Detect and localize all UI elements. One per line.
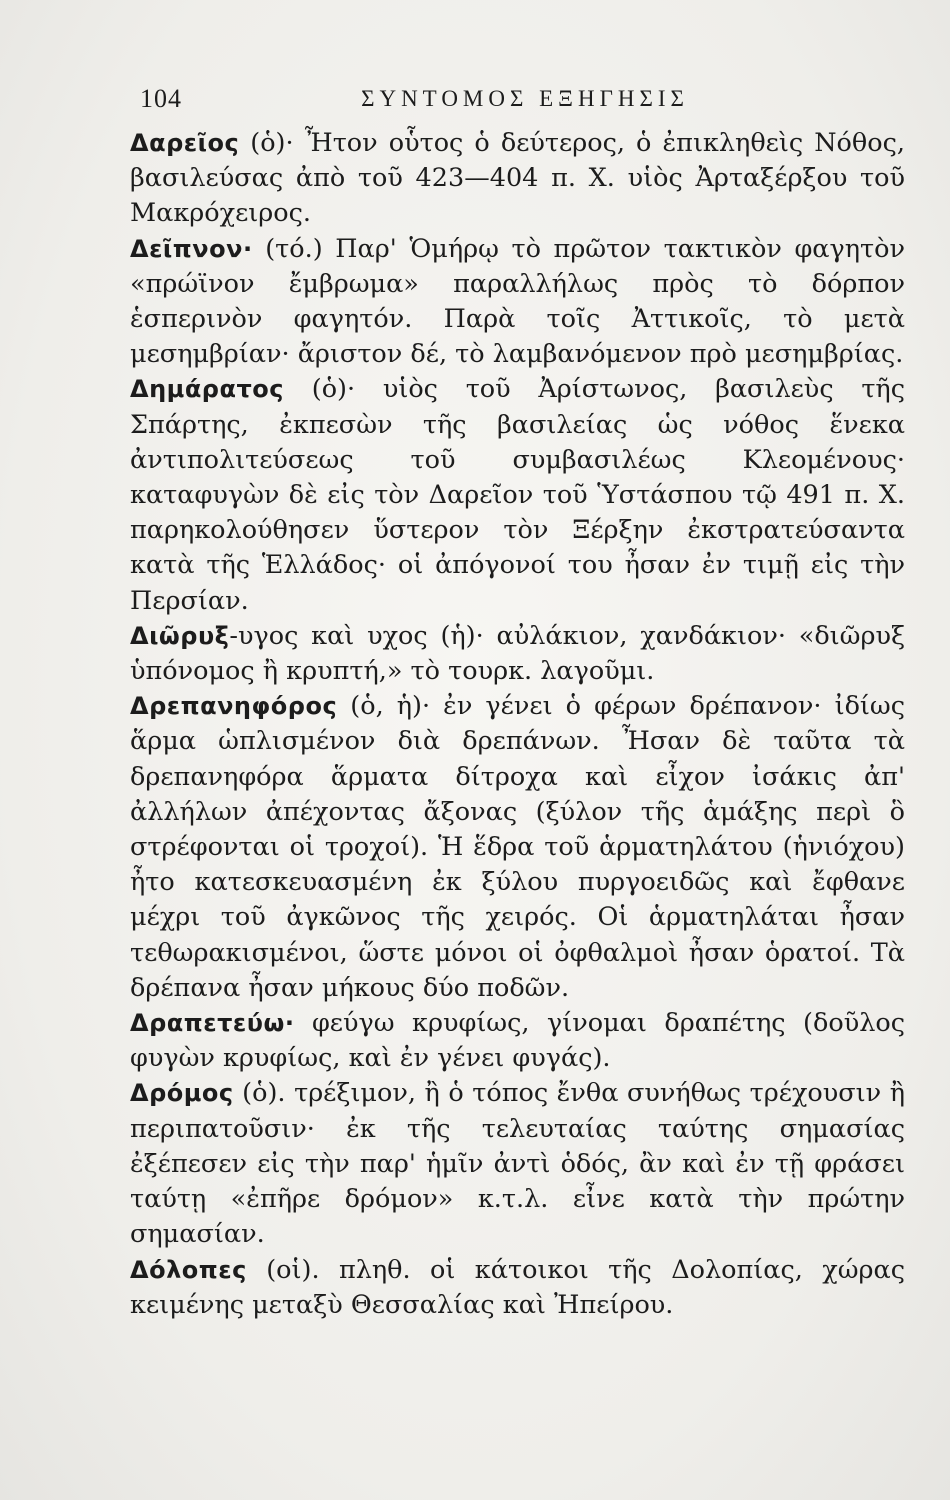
glossary-entry-dareios <box>130 126 905 232</box>
entry-text: (οἱ). πληθ. οἱ κάτοικοι τῆς Δολοπίας, χώρας κειμένης μεταξὺ Θεσσαλίας καὶ Ἠπείρου. <box>130 1254 905 1320</box>
entry-text: φεύγω κρυφίως, γίνομαι δραπέτης (δοῦλος φυγὼν κρυφίως, καὶ ἐν γένει φυγάς). <box>130 1008 905 1074</box>
glossary-entry-dromos <box>130 1076 905 1252</box>
headword: Δραπετεύω· <box>130 1009 295 1038</box>
entry-text: (τό.) Παρ' Ὁμήρῳ τὸ πρῶτον τακτικὸν φαγητὸν «πρώϊνον ἔμβρωμα» παραλλήλως πρὸς τὸ δόρπον ἑσπερινὸν φαγητόν. Παρὰ τοῖς Ἀττικοῖς, τὸ μετὰ μεσημβρίαν· ἄριστον δέ, τὸ λαμβανόμενον πρὸ μεσημβρίας. <box>130 233 905 370</box>
headword: Δόλοπες <box>130 1255 247 1284</box>
running-title: ΣΥΝΤΟΜΟΣ ΕΞΗΓΗΣΙΣ <box>361 86 689 111</box>
entry-text: (ὁ, ἡ)· ἐν γένει ὁ φέρων δρέπανον· ἰδίως ἅρμα ὡπλισμένον διὰ δρεπάνων. Ἦσαν δὲ ταῦτα τὰ δρεπανηφόρα ἅρματα δίτροχα καὶ εἶχον ἰσάκις ἀπ' ἀλλήλων ἀπέχοντας ἄξονας (ξύλον τῆς ἁμάξης περὶ ὃ στρέφονται οἱ τροχοί). Ἡ ἕδρα τοῦ ἁρματηλάτου (ἡνιόχου) ἦτο κατεσκευασμένη ἐκ ξύλου πυργοειδῶς καὶ ἔφθανε μέχρι τοῦ ἀγκῶνος τῆς χειρός. Οἱ ἁρματηλάται ἦσαν τεθωρακισμένοι, ὥστε μόνοι οἱ ὀφθαλμοὶ ἦσαν ὁρατοί. Τὰ δρέπανα ἦσαν μήκους δύο ποδῶν. <box>130 691 905 1003</box>
headword: Δρόμος <box>130 1079 234 1108</box>
headword: Δεῖπνον· <box>130 234 253 263</box>
entry-text: (ὁ)· υἱὸς τοῦ Ἀρίστωνος, βασιλεὺς τῆς Σπάρτης, ἐκπεσὼν τῆς βασιλείας ὡς νόθος ἕνεκα ἀντιπολιτεύσεως τοῦ συμβασιλέως Κλεομένους· καταφυγὼν δὲ εἰς τὸν Δαρεῖον τοῦ Ὑστάσπου τῷ 491 π. Χ. παρηκολούθησεν ὕστερον τὸν Ξέρξην ἐκστρατεύσαντα κατὰ τῆς Ἑλλάδος· οἱ ἀπόγονοί του ἦσαν ἐν τιμῇ εἰς τὴν Περσίαν. <box>130 374 905 616</box>
glossary-entry-demaratos <box>130 372 905 618</box>
page-header <box>140 84 910 124</box>
glossary-entry-deipnon <box>130 232 905 373</box>
page-number: 104 <box>140 84 182 113</box>
headword: Δρεπανηφόρος <box>130 692 338 721</box>
glossary-entry-diorux <box>130 619 905 689</box>
glossary-entry-dolopes <box>130 1253 905 1323</box>
headword: Δαρεῖος <box>130 129 240 157</box>
entry-text: (ὁ)· Ἦτον οὗτος ὁ δεύτερος, ὁ ἐπικληθεὶς Νόθος, βασιλεύσας ἀπὸ τοῦ 423—404 π. Χ. υἱὸς Ἀρταξέρξου τοῦ Μακρόχειρος. <box>130 128 905 229</box>
glossary-entry-drapeteuo <box>130 1006 905 1076</box>
headword: Δημάρατος <box>130 375 285 404</box>
headword: Διῶρυξ <box>130 621 230 650</box>
entry-text: (ὁ). τρέξιμον, ἢ ὁ τόπος ἔνθα συνήθως τρέχουσιν ἢ περιπατοῦσιν· ἐκ τῆς τελευταίας ταύτης σημασίας ἐξέπεσεν εἰς τὴν παρ' ἡμῖν ἀντὶ ὁδός, ἂν καὶ ἐν τῇ φράσει ταύτῃ «ἐπῆρε δρόμον» κ.τ.λ. εἶνε κατὰ τὴν πρώτην σημασίαν. <box>130 1078 905 1250</box>
glossary-entries <box>130 126 905 1323</box>
glossary-entry-drepanephoros <box>130 689 905 1006</box>
entry-text: -υγος καὶ υχος (ἡ)· αὐλάκιον, χανδάκιον· «διῶρυξ ὑπόνομος ἢ κρυπτή,» τὸ τουρκ. λαγοῦμι. <box>130 620 905 687</box>
